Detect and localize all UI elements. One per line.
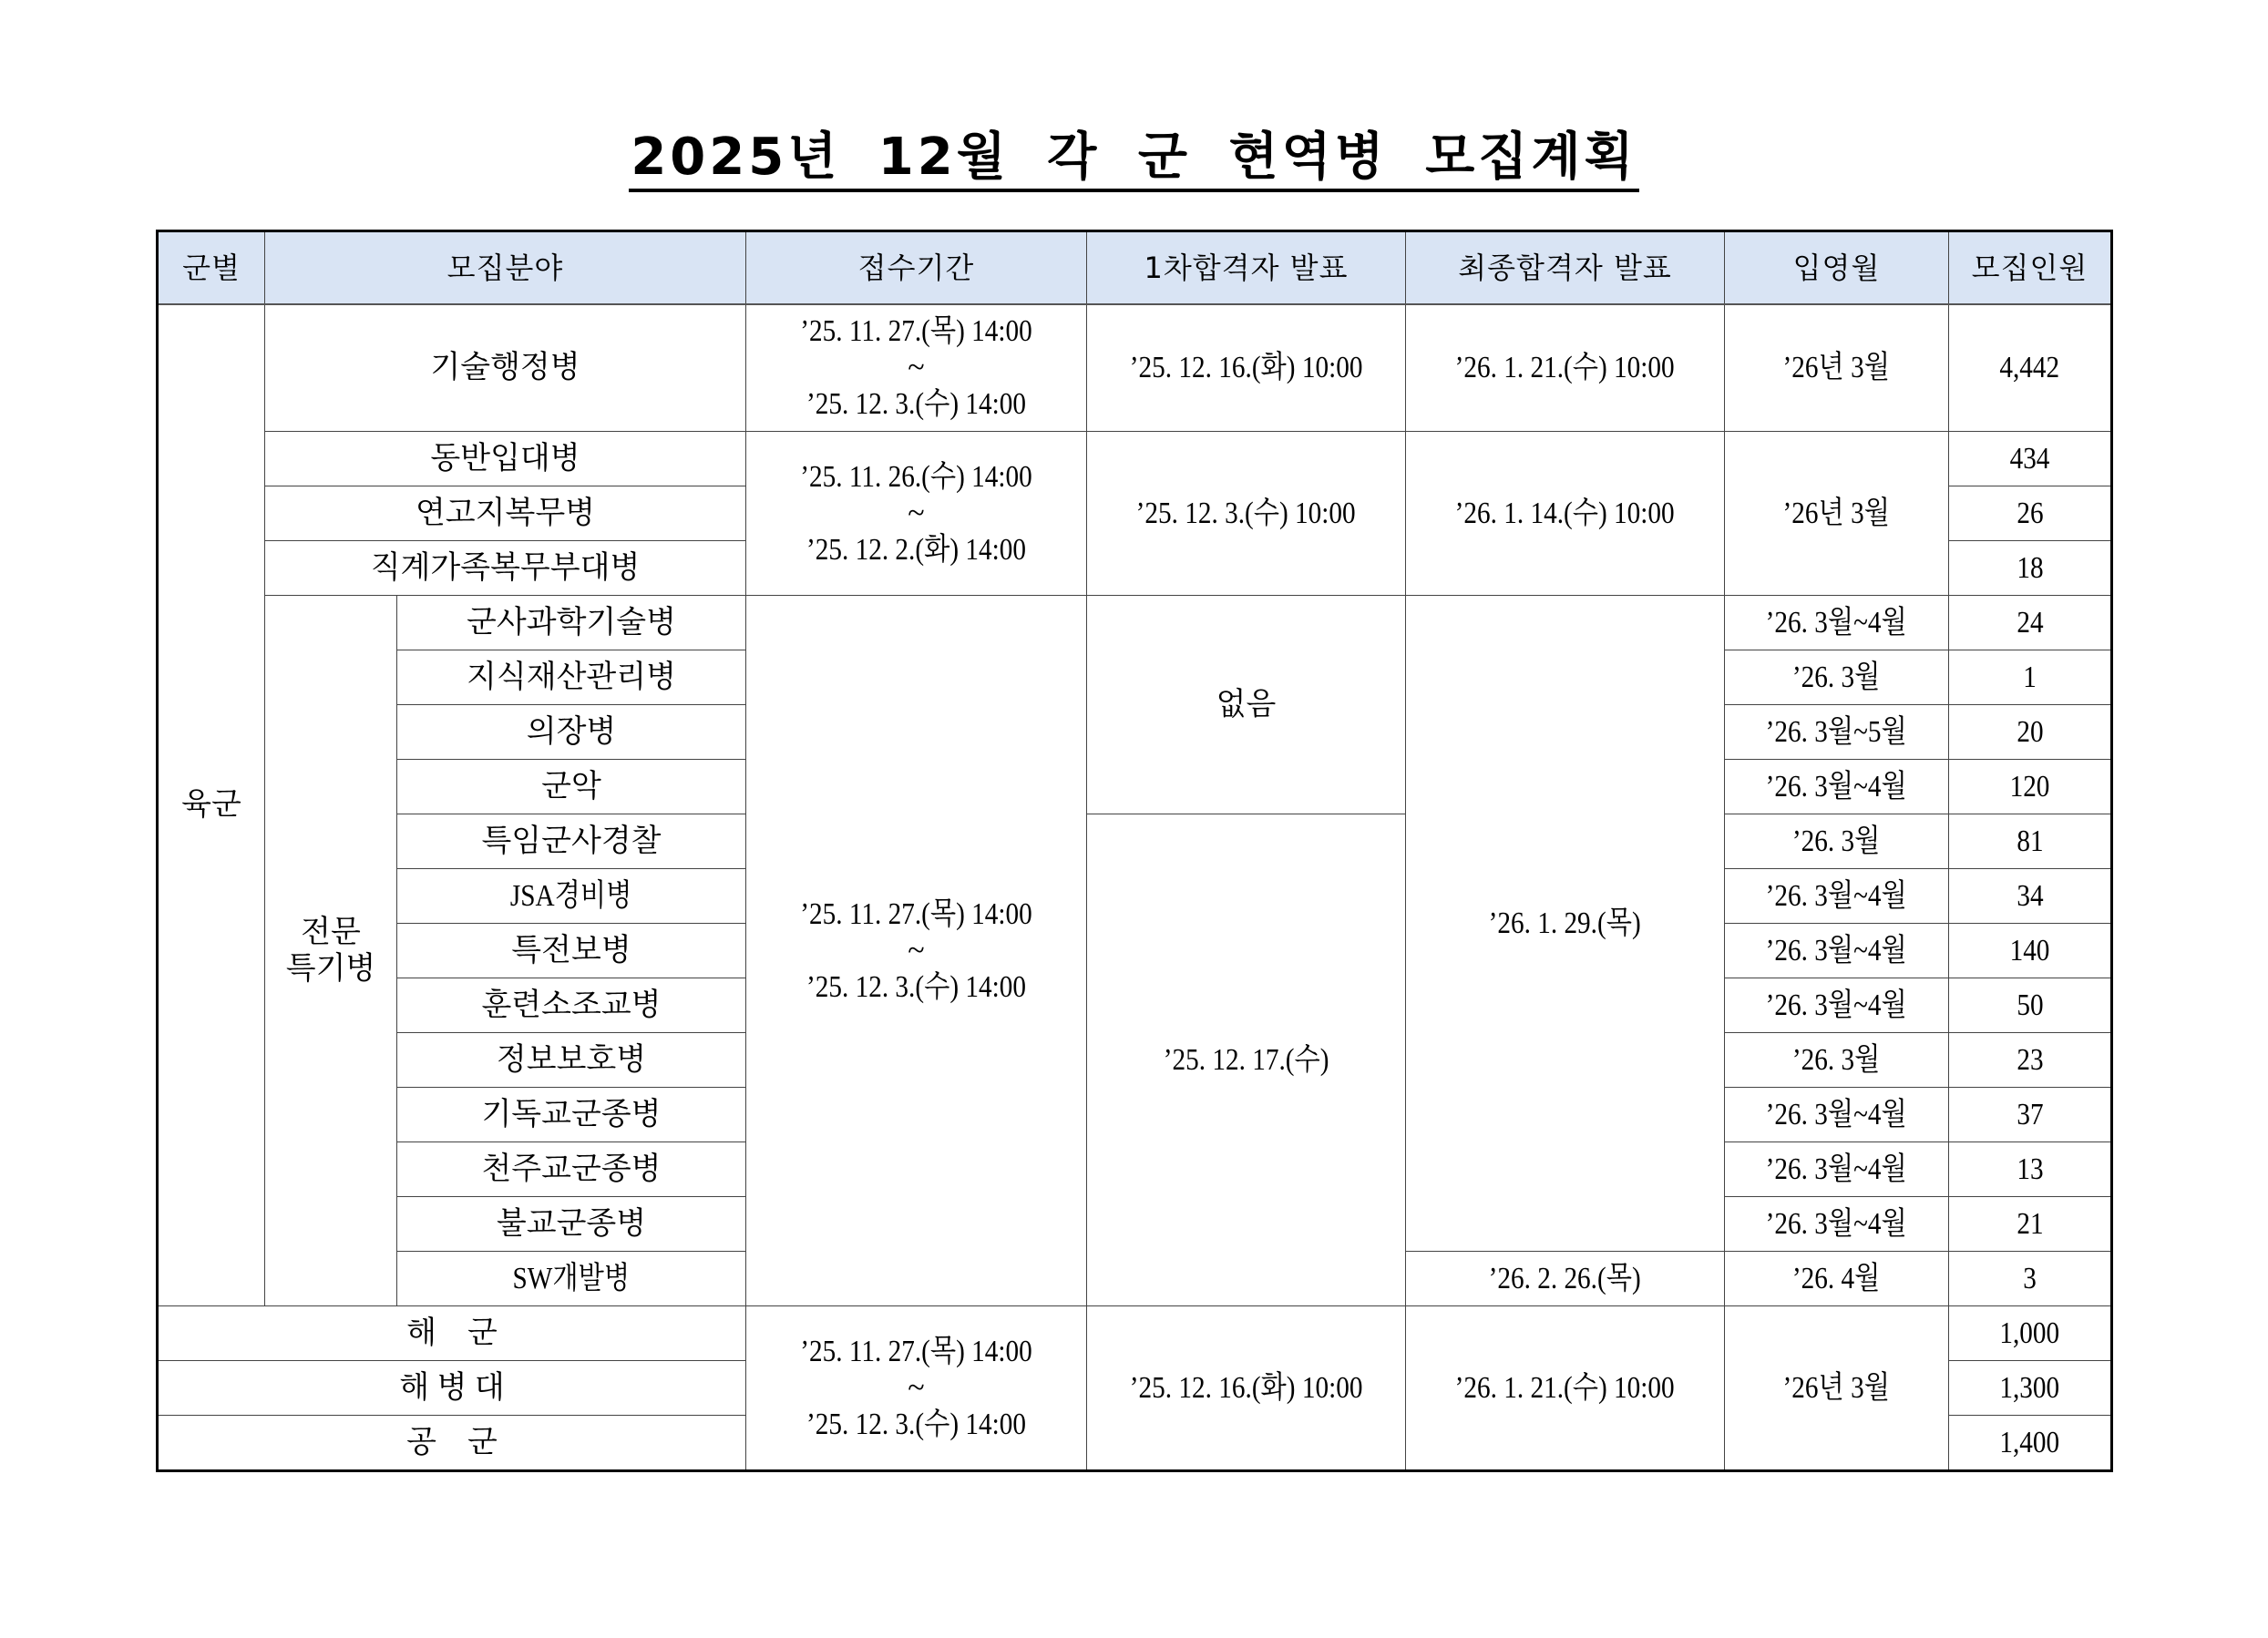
table-row — [158, 304, 2112, 432]
final-result-cell: ’26. 1. 29.(목) — [1406, 596, 1725, 1252]
branch-airforce: 공 군 — [158, 1416, 746, 1471]
apply-period-cell — [746, 1306, 1087, 1471]
count-cell: 1,000 — [1949, 1306, 2112, 1361]
count-cell: 21 — [1949, 1197, 2112, 1252]
final-result-cell: ’26. 1. 21.(수) 10:00 — [1406, 304, 1725, 432]
field-cell: 특임군사경찰 — [397, 814, 746, 869]
first-result-none-cell: 없음 — [1087, 596, 1406, 814]
apply-start: ’25. 11. 27.(목) 14:00 — [800, 1334, 1032, 1368]
apply-end: ’25. 12. 3.(수) 14:00 — [806, 387, 1027, 421]
count-cell: 4,442 — [1949, 304, 2112, 432]
enlist-cell: ’26. 3월~4월 — [1725, 596, 1949, 650]
count-cell: 434 — [1949, 432, 2112, 486]
header-first-result: 1차합격자 발표 — [1087, 231, 1406, 305]
field-cell: 불교군종병 — [397, 1197, 746, 1252]
enlist-cell: ’26. 3월 — [1725, 650, 1949, 705]
apply-end: ’25. 12. 3.(수) 14:00 — [806, 1407, 1027, 1441]
apply-period-cell — [746, 304, 1087, 432]
count-cell: 3 — [1949, 1252, 2112, 1306]
first-result-cell: ’25. 12. 17.(수) — [1087, 814, 1406, 1306]
enlist-cell: ’26. 3월~4월 — [1725, 1088, 1949, 1142]
field-cell: 군악 — [397, 760, 746, 814]
field-cell: 기술행정병 — [265, 304, 746, 432]
enlist-cell: ’26. 3월 — [1725, 814, 1949, 869]
enlist-cell: ’26년 3월 — [1725, 432, 1949, 596]
header-apply-period: 접수기간 — [746, 231, 1087, 305]
branch-marines: 해 병 대 — [158, 1361, 746, 1416]
table-row — [158, 432, 2112, 486]
count-cell: 37 — [1949, 1088, 2112, 1142]
count-cell: 13 — [1949, 1142, 2112, 1197]
field-cell: 특전보병 — [397, 924, 746, 978]
title-text: 2025년 12월 각 군 현역병 모집계획 — [629, 128, 1638, 192]
field-cell: JSA경비병 — [397, 869, 746, 924]
table-row — [158, 1306, 2112, 1361]
apply-sep: ~ — [908, 933, 925, 967]
count-cell: 81 — [1949, 814, 2112, 869]
apply-start: ’25. 11. 27.(목) 14:00 — [800, 314, 1032, 348]
enlist-cell: ’26. 3월~4월 — [1725, 1142, 1949, 1197]
count-cell: 1 — [1949, 650, 2112, 705]
count-cell: 120 — [1949, 760, 2112, 814]
count-cell: 24 — [1949, 596, 2112, 650]
enlist-cell: ’26. 3월~4월 — [1725, 1197, 1949, 1252]
apply-period-cell — [746, 432, 1087, 596]
field-cell: 지식재산관리병 — [397, 650, 746, 705]
apply-end: ’25. 12. 3.(수) 14:00 — [806, 969, 1027, 1004]
field-cell: 훈련소조교병 — [397, 978, 746, 1033]
apply-start: ’25. 11. 26.(수) 14:00 — [800, 459, 1032, 494]
enlist-cell: ’26. 3월~4월 — [1725, 869, 1949, 924]
header-enlist-month: 입영월 — [1725, 231, 1949, 305]
enlist-cell: ’26. 3월~4월 — [1725, 978, 1949, 1033]
apply-period-cell — [746, 596, 1087, 1306]
first-result-cell: ’25. 12. 3.(수) 10:00 — [1087, 432, 1406, 596]
enlist-cell: ’26. 3월~5월 — [1725, 705, 1949, 760]
first-result-cell: ’25. 12. 16.(화) 10:00 — [1087, 1306, 1406, 1471]
document-title — [0, 117, 2268, 189]
branch-army: 육군 — [158, 304, 265, 1306]
header-row — [158, 231, 2112, 305]
count-cell: 1,300 — [1949, 1361, 2112, 1416]
enlist-cell: ’26. 3월 — [1725, 1033, 1949, 1088]
field-cell: 연고지복무병 — [265, 486, 746, 541]
enlist-cell: ’26. 4월 — [1725, 1252, 1949, 1306]
final-result-cell: ’26. 1. 14.(수) 10:00 — [1406, 432, 1725, 596]
table-row — [158, 596, 2112, 650]
enlist-cell: ’26년 3월 — [1725, 1306, 1949, 1471]
apply-sep: ~ — [908, 1370, 925, 1405]
count-cell: 50 — [1949, 978, 2112, 1033]
header-branch: 군별 — [158, 231, 265, 305]
count-cell: 23 — [1949, 1033, 2112, 1088]
field-cell: 정보보호병 — [397, 1033, 746, 1088]
count-cell: 34 — [1949, 869, 2112, 924]
field-cell: 직계가족복무부대병 — [265, 541, 746, 596]
enlist-cell: ’26. 3월~4월 — [1725, 924, 1949, 978]
field-cell: SW개발병 — [397, 1252, 746, 1306]
field-cell: 군사과학기술병 — [397, 596, 746, 650]
header-final-result: 최종합격자 발표 — [1406, 231, 1725, 305]
first-result-cell: ’25. 12. 16.(화) 10:00 — [1087, 304, 1406, 432]
enlist-cell: ’26. 3월~4월 — [1725, 760, 1949, 814]
branch-navy: 해 군 — [158, 1306, 746, 1361]
count-cell: 1,400 — [1949, 1416, 2112, 1471]
field-cell: 천주교군종병 — [397, 1142, 746, 1197]
apply-sep: ~ — [908, 351, 925, 384]
field-cell: 의장병 — [397, 705, 746, 760]
enlist-cell: ’26년 3월 — [1725, 304, 1949, 432]
header-field: 모집분야 — [265, 231, 746, 305]
apply-start: ’25. 11. 27.(목) 14:00 — [800, 896, 1032, 931]
final-result-sw-cell: ’26. 2. 26.(목) — [1406, 1252, 1725, 1306]
apply-end: ’25. 12. 2.(화) 14:00 — [806, 532, 1027, 567]
field-cell: 기독교군종병 — [397, 1088, 746, 1142]
apply-sep: ~ — [908, 496, 925, 530]
count-cell: 140 — [1949, 924, 2112, 978]
count-cell: 26 — [1949, 486, 2112, 541]
specialist-category: 전문 특기병 — [265, 596, 397, 1306]
field-cell: 동반입대병 — [265, 432, 746, 486]
count-cell: 20 — [1949, 705, 2112, 760]
final-result-cell: ’26. 1. 21.(수) 10:00 — [1406, 1306, 1725, 1471]
recruitment-plan-table — [156, 230, 2113, 1472]
count-cell: 18 — [1949, 541, 2112, 596]
header-count: 모집인원 — [1949, 231, 2112, 305]
table-row — [158, 814, 2112, 869]
